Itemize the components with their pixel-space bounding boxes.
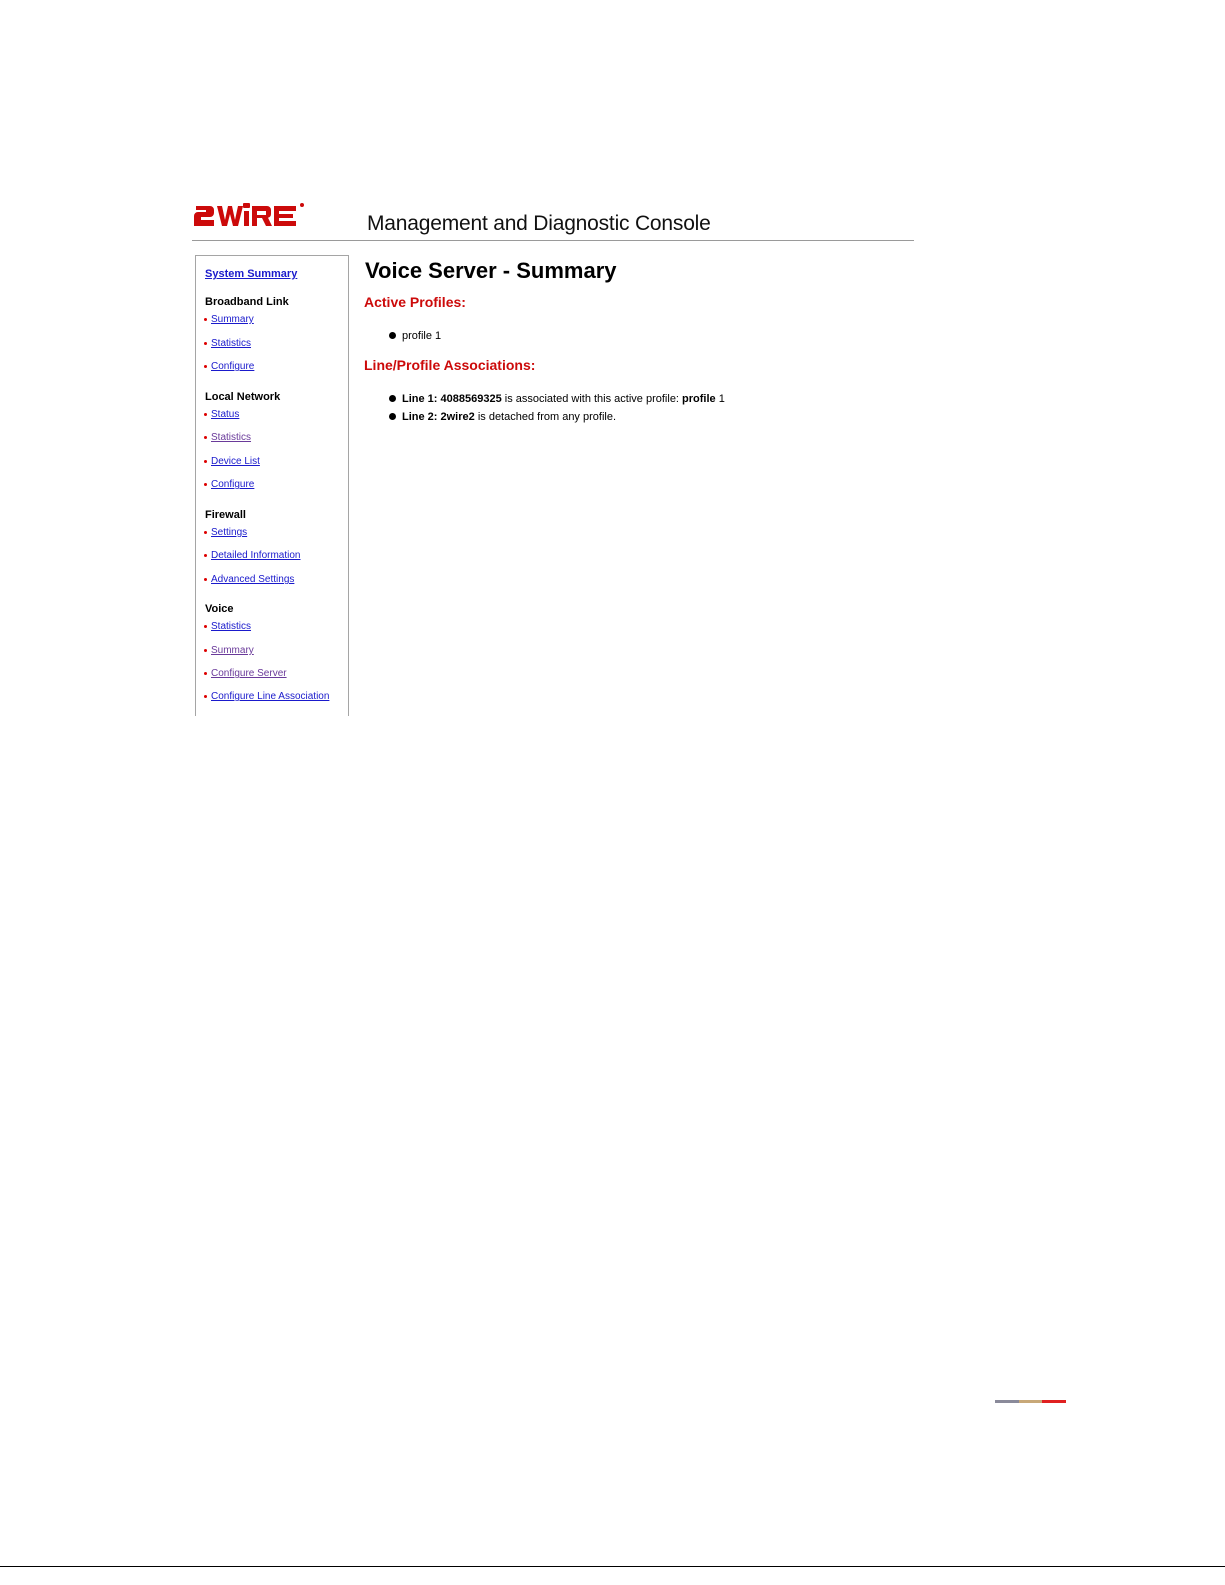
bullet-icon [204,483,207,486]
sidebar-nav [195,255,349,716]
list-item: Line 2: 2wire2 is detached from any profile. [389,411,616,423]
bullet-icon [204,695,207,698]
list-item: profile 1 [389,330,441,342]
section-broadband-link: Broadband Link [205,296,289,308]
nav-local-status[interactable]: Status [204,409,239,420]
nav-broadband-configure[interactable]: Configure [204,361,254,372]
nav-firewall-detailed-information[interactable]: Detailed Information [204,550,301,561]
bullet-icon [204,436,207,439]
nav-local-statistics[interactable]: Statistics [204,432,251,443]
bullet-icon [204,413,207,416]
accent-segment-tan [1019,1400,1042,1403]
section-voice: Voice [205,603,234,615]
nav-local-device-list[interactable]: Device List [204,456,260,467]
active-profiles-heading: Active Profiles: [364,294,466,310]
bullet-icon [204,672,207,675]
bullet-icon [204,342,207,345]
nav-broadband-summary[interactable]: Summary [204,314,254,325]
list-item: Line 1: 4088569325 is associated with this active profile: profile 1 [389,393,725,405]
bullet-icon [204,649,207,652]
nav-broadband-statistics[interactable]: Statistics [204,338,251,349]
header-divider [192,240,914,241]
brand-logo [194,200,306,230]
bullet-icon [389,413,396,420]
accent-segment-gray [995,1400,1019,1403]
profile-name: profile [682,393,716,405]
bullet-icon [204,318,207,321]
line-label: Line 1: 4088569325 [402,393,502,405]
nav-system-summary[interactable]: System Summary [205,268,298,280]
console-title: Management and Diagnostic Console [367,212,711,235]
nav-firewall-settings[interactable]: Settings [204,527,247,538]
nav-firewall-advanced-settings[interactable]: Advanced Settings [204,574,294,585]
nav-voice-configure-line-association[interactable]: Configure Line Association [204,691,329,702]
nav-voice-summary[interactable]: Summary [204,645,254,656]
nav-local-configure[interactable]: Configure [204,479,254,490]
bullet-icon [204,578,207,581]
bullet-icon [204,554,207,557]
section-firewall: Firewall [205,509,246,521]
bullet-icon [204,531,207,534]
section-local-network: Local Network [205,391,281,403]
accent-segment-red [1042,1400,1066,1403]
bullet-icon [204,460,207,463]
page-title: Voice Server - Summary [365,258,617,283]
nav-voice-statistics[interactable]: Statistics [204,621,251,632]
nav-voice-configure-server[interactable]: Configure Server [204,668,287,679]
line-label: Line 2: 2wire2 [402,411,475,423]
bullet-icon [389,332,396,339]
page-bottom-rule [0,1566,1225,1567]
bullet-icon [204,625,207,628]
associations-heading: Line/Profile Associations: [364,357,536,373]
footer-accent-bar [995,1400,1066,1403]
bullet-icon [204,365,207,368]
bullet-icon [389,395,396,402]
